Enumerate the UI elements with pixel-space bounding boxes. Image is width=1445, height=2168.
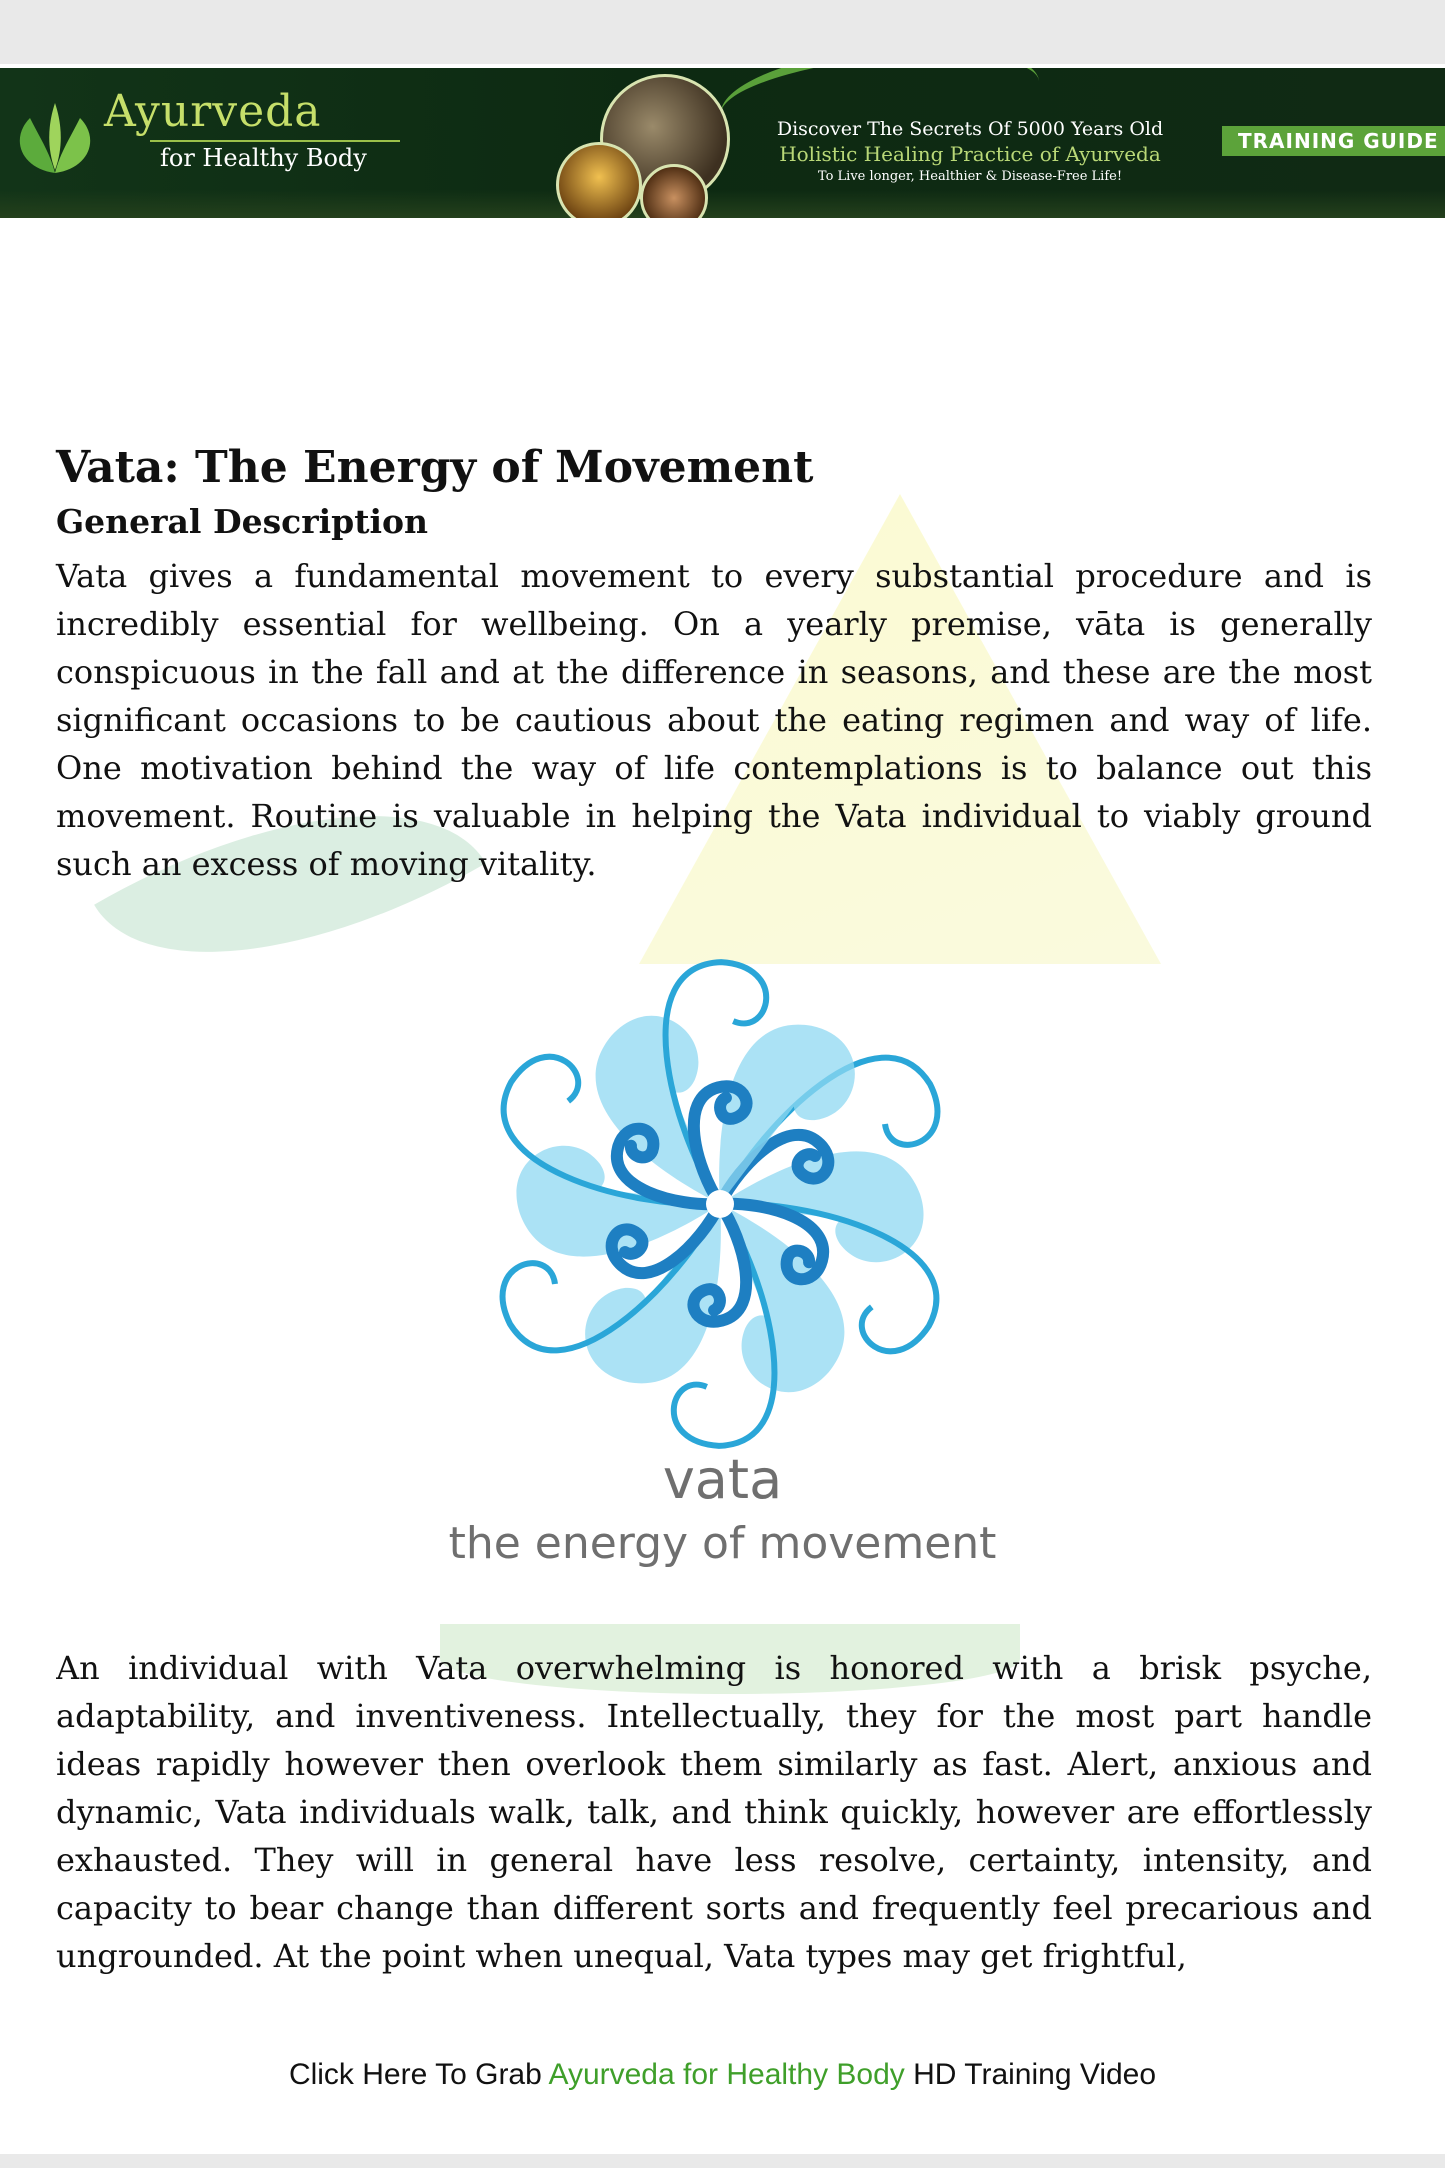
logo-title: Ayurveda	[104, 86, 322, 137]
spiral-center	[706, 1190, 734, 1218]
banner-tagline-3: To Live longer, Healthier & Disease-Free Life!	[817, 169, 1123, 184]
logo-underline	[150, 140, 400, 142]
promo-link-suffix[interactable]: HD Training Video	[904, 2058, 1157, 2091]
banner-tagline-2: Holistic Healing Practice of Ayurveda	[779, 142, 1161, 166]
image-caption-title: vata	[662, 1448, 783, 1511]
banner-tagline-1: Discover The Secrets Of 5000 Years Old	[776, 118, 1164, 140]
section-heading: General Description	[56, 502, 429, 541]
promo-link-prefix[interactable]: Click Here To Grab	[288, 2058, 549, 2091]
logo-subtitle: for Healthy Body	[160, 144, 367, 172]
paragraph-general-description: Vata gives a fundamental movement to every substantial procedure and is incredibly essential for wellbeing. On a yearly premise, vāta is generally conspicuous in the fall and at the difference in seasons, and these are the most significant occasions to be cautious about the eating regimen and way of life. One motivation behind the way of life contemplations is to balance out this movement. Routine is valuable in helping the Vata individual to viably ground such an excess of moving vitality.	[56, 557, 1372, 883]
promo-link-highlight[interactable]: Ayurveda for Healthy Body	[548, 2058, 905, 2091]
paragraph-vata-traits: An individual with Vata overwhelming is honored with a brisk psyche, adaptability, and inventiveness. Intellectually, they for the most part handle ideas rapidly however then overlook them similarly as fast. Alert, anxious and dynamic, Vata individuals walk, talk, and think quickly, however are effortlessly exhausted. They will in general have less resolve, certainty, intensity, and capacity to bear change than different sorts and frequently feel precarious and ungrounded. At the point when unequal, Vata types may get frightful,	[56, 1649, 1372, 1975]
training-guide-button[interactable]: TRAINING GUIDE	[1222, 126, 1445, 156]
vata-spiral-symbol	[460, 944, 980, 1464]
page-title: Vata: The Energy of Movement	[56, 442, 814, 493]
document-page	[0, 64, 1445, 2154]
banner-grass	[0, 190, 1445, 218]
leaf-logo-icon	[10, 98, 100, 178]
promo-link[interactable]	[0, 2058, 1445, 2092]
header-banner[interactable]	[0, 68, 1445, 218]
image-caption-subtitle: the energy of movement	[448, 1518, 997, 1569]
meditation-photo	[556, 142, 642, 218]
